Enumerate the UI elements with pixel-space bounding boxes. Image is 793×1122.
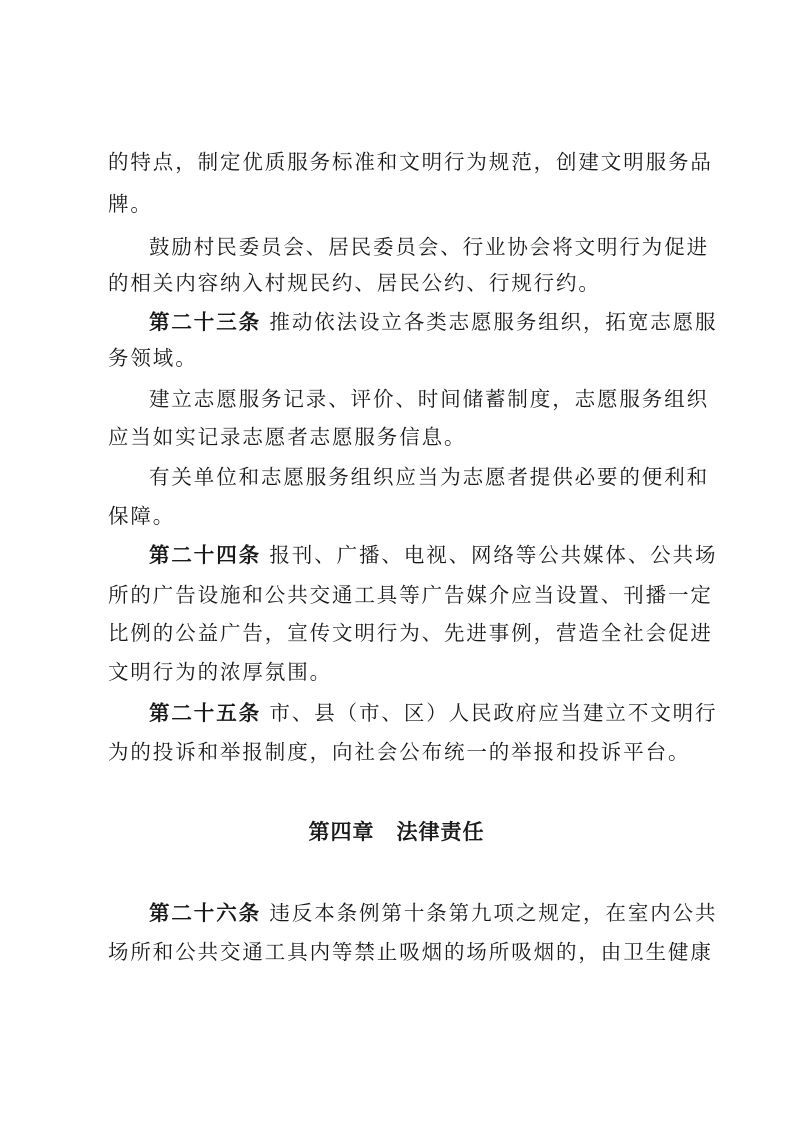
text-line	[108, 341, 688, 375]
line-text: 推动依法设立各类志愿服务组织，拓宽志愿服	[269, 310, 718, 334]
line-text: 市、县（市、区）人民政府应当建立不文明行	[269, 701, 718, 725]
chapter-title: 第四章 法律责任	[308, 820, 485, 844]
line-text: 文明行为的浓厚氛围。	[108, 660, 332, 684]
line-text: 所的广告设施和公共交通工具等广告媒介应当设置、刊播一定	[108, 583, 713, 607]
article-number: 第二十五条	[149, 701, 261, 725]
text-line	[149, 460, 709, 494]
line-text: 牌。	[108, 192, 153, 216]
line-text: 的相关内容纳入村规民约、居民公约、行规行约。	[108, 271, 601, 295]
text-line	[108, 187, 688, 221]
text-line	[108, 578, 713, 612]
line-text: 场所和公共交通工具内等禁止吸烟的场所吸烟的，由卫生健康	[108, 940, 713, 964]
line-text: 违反本条例第十条第九项之规定，在室内公共	[269, 901, 718, 925]
text-line	[108, 145, 713, 179]
text-line	[108, 655, 688, 689]
line-text: 的特点，制定优质服务标准和文明行为规范，创建文明服务品	[108, 150, 713, 174]
line-text: 报刊、广播、电视、网络等公共媒体、公共场	[269, 543, 718, 567]
text-line	[108, 735, 691, 769]
article-number: 第二十六条	[149, 901, 261, 925]
text-line	[108, 616, 713, 650]
line-text: 应当如实记录志愿者志愿服务信息。	[108, 425, 467, 449]
text-line	[108, 420, 688, 454]
text-line	[108, 499, 688, 533]
text-line	[149, 305, 718, 339]
line-text: 有关单位和志愿服务组织应当为志愿者提供必要的便利和	[149, 465, 709, 489]
article-number: 第二十三条	[149, 310, 261, 334]
line-text: 务领域。	[108, 346, 198, 370]
text-line	[149, 538, 718, 572]
text-line	[149, 696, 718, 730]
text-line	[149, 382, 709, 416]
text-line	[108, 935, 713, 969]
line-text: 建立志愿服务记录、评价、时间储蓄制度，志愿服务组织	[149, 387, 709, 411]
article-number: 第二十四条	[149, 543, 261, 567]
line-text: 保障。	[108, 504, 176, 528]
text-line	[108, 266, 688, 300]
line-text: 为的投诉和举报制度，向社会公布统一的举报和投诉平台。	[108, 740, 691, 764]
line-text: 比例的公益广告，宣传文明行为、先进事例，营造全社会促进	[108, 621, 713, 645]
text-line	[149, 896, 718, 930]
line-text: 鼓励村民委员会、居民委员会、行业协会将文明行为促进	[149, 235, 709, 259]
text-line	[149, 230, 709, 264]
